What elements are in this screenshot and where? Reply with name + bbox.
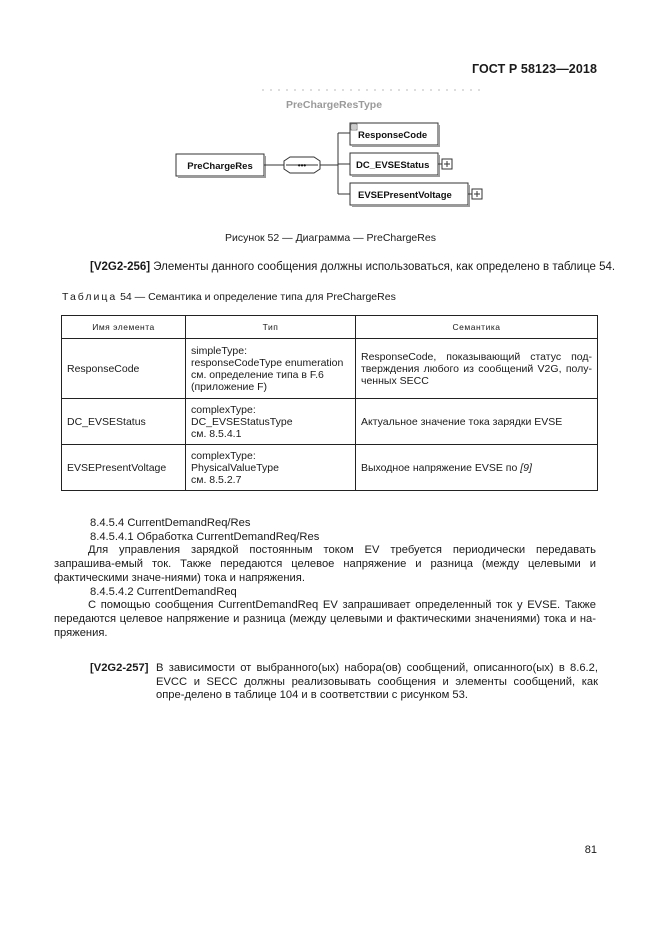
cell-type: complexType: PhysicalValueType см. 8.5.2.7 [186,445,356,491]
table-row [62,339,598,399]
diagram-type-title: PreChargeResType [285,99,383,111]
page-number: 81 [584,844,597,856]
column-header: Имя элемента [62,316,186,339]
requirement-256 [90,261,615,273]
requirement-tag: [V2G2-257] [90,662,149,674]
cell-name: ResponseCode [62,339,186,399]
document-header: ГОСТ Р 58123—2018 [471,62,597,76]
section-body [54,517,598,640]
reference-link: [9] [520,461,532,474]
cell-type: complexType: DC_EVSEStatusType см. 8.5.4.1 [186,399,356,445]
sequence-symbol-icon: ••• [297,161,307,170]
requirement-text: Элементы данного сообщения должны использоваться, как определено в таблице 54. [150,261,616,273]
paragraph: Для управления зарядкой постоянным током EV требуется периодически передавать запрашива-емый ток. Также передаются целевое напряжение и разница (между целевыми и фактическими значе-ниями) тока и напряжения. [54,544,596,584]
child-label-responsecode: ResponseCode [358,130,428,141]
table-row [62,445,598,491]
child-label-evsepresentvoltage: EVSEPresentVoltage [358,190,452,201]
table-row [62,399,598,445]
column-header: Тип [186,316,356,339]
column-header: Семантика [356,316,598,339]
section-heading: 8.4.5.4 CurrentDemandReq/Res [90,517,251,529]
figure-caption: Рисунок 52 — Диаграмма — PreChargeRes [225,232,436,244]
subsection-heading: 8.4.5.4.1 Обработка CurrentDemandReq/Res [90,530,320,543]
table-caption-label: Таблица [62,291,118,303]
table-header-row [62,316,598,339]
requirement-257 [90,662,598,703]
subsection-heading: 8.4.5.4.2 CurrentDemandReq [90,585,237,598]
schema-diagram [0,88,661,218]
table-caption-text: 54 — Семантика и определение типа для PreChargeRes [117,291,396,303]
requirement-tag: [V2G2-256] [90,261,151,273]
cell-semantics: ResponseCode, показывающий статус под-тверждения любого из сообщений V2G, полу-ченных SECC [356,339,598,399]
child-label-dcevsestatus: DC_EVSEStatus [356,160,430,171]
cell-semantics: Актуальное значение тока зарядки EVSE [356,399,598,445]
simple-type-icon [351,124,357,130]
semantics-table [61,315,598,491]
cell-type: simpleType: responseCodeType enumeration см. определение типа в F.6 (приложение F) [186,339,356,399]
requirement-text: В зависимости от выбранного(ых) набора(ов) сообщений, описанного(ых) в 8.6.2, EVCC и SECC должны реализовывать сообщения и элементы сообщений, как опре-делено в таблице 104 и в соответствии с рисунком 53. [156,662,598,702]
table-caption [62,291,396,303]
root-element-label: PreChargeRes [187,161,253,172]
cell-name: EVSEPresentVoltage [62,445,186,491]
cell-semantics: Выходное напряжение EVSE по [9] [356,445,598,491]
paragraph: С помощью сообщения CurrentDemandReq EV запрашивает определенный ток у EVSE. Также передаются целевое напряжение и разница (между целевыми и фактическими значениями) тока и на-пряжения. [54,599,596,639]
cell-name: DC_EVSEStatus [62,399,186,445]
